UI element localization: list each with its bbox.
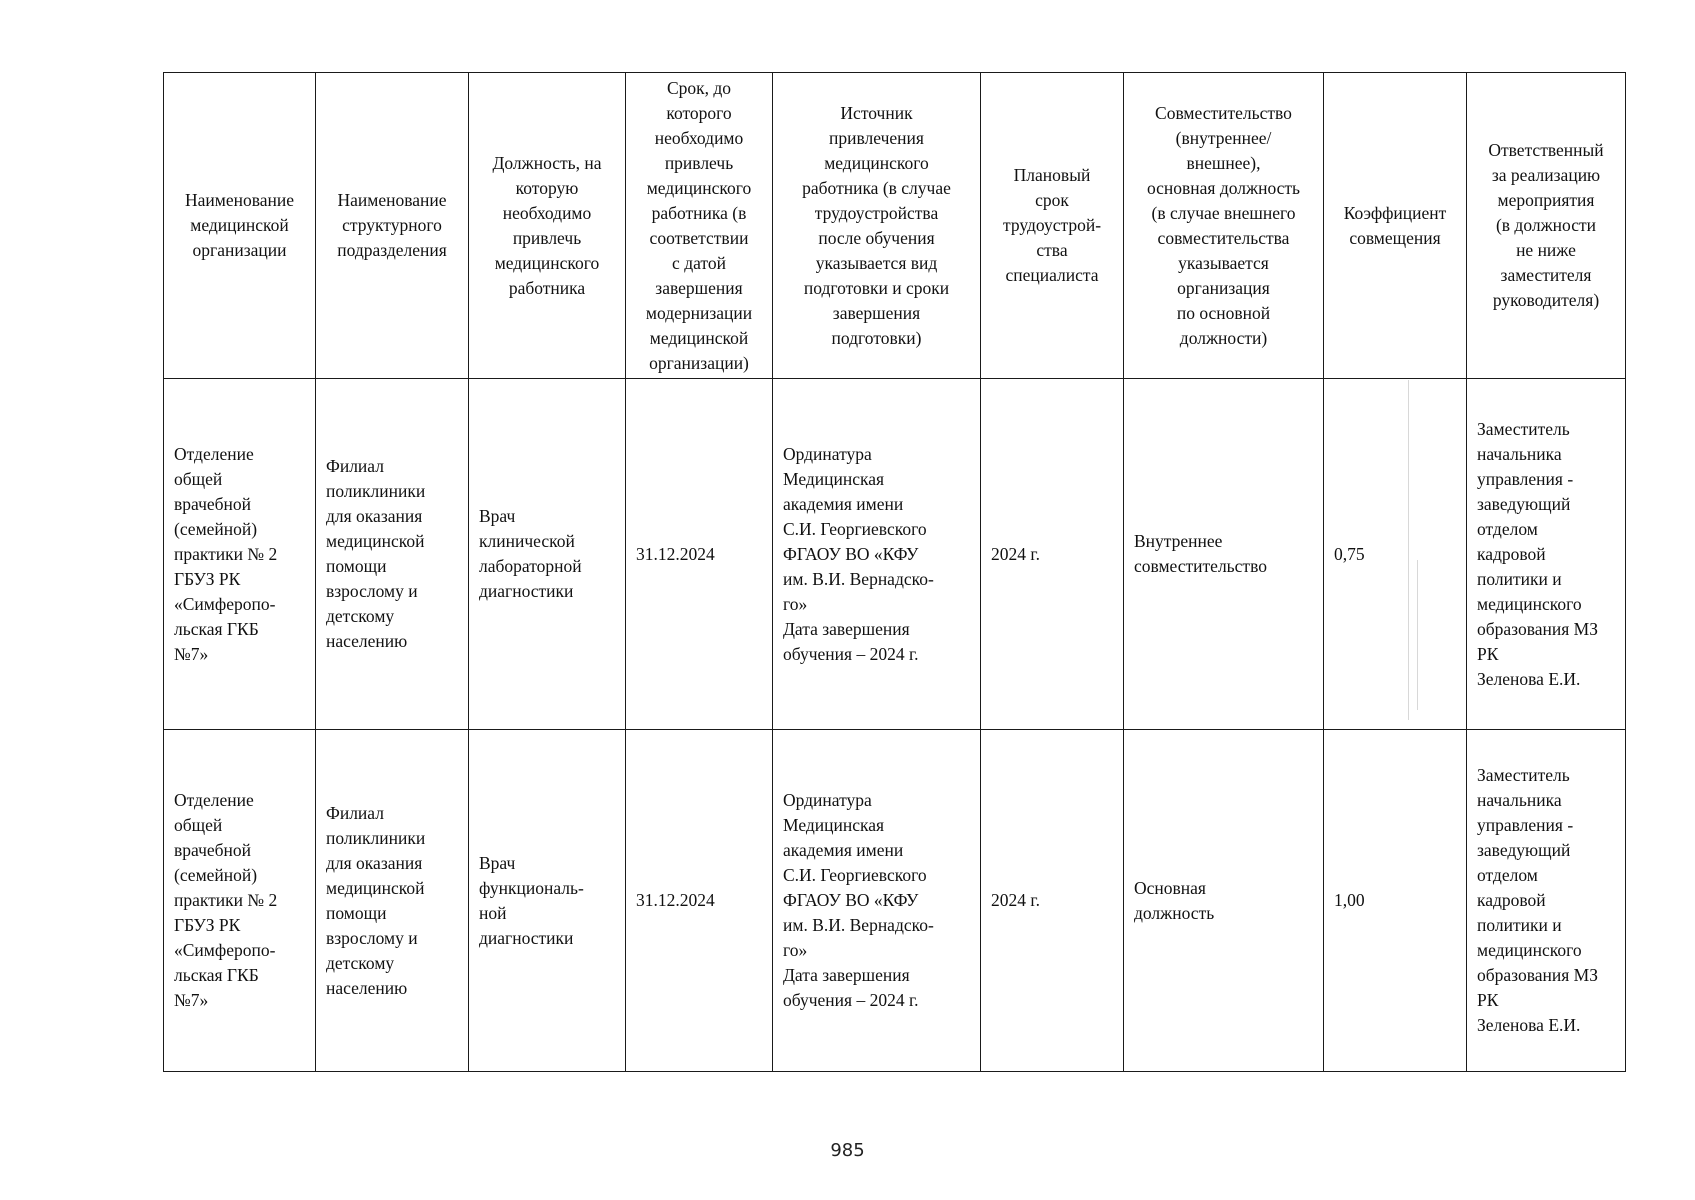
cell-planned-term: 2024 г.: [981, 730, 1124, 1072]
cell-source: Ординатура Медицинская академия имени С.И. Георгиевского ФГАОУ ВО «КФУ им. В.И. Вернадско- го» Дата завершения обучения – 2024 г.: [773, 730, 981, 1072]
page-number: 985: [830, 1140, 865, 1161]
header-coefficient: Коэффициент совмещения: [1324, 73, 1467, 379]
scan-artifact: [1417, 560, 1418, 710]
staffing-table: [163, 72, 1626, 1072]
cell-source: Ординатура Медицинская академия имени С.И. Георгиевского ФГАОУ ВО «КФУ им. В.И. Вернадско- го» Дата завершения обучения – 2024 г.: [773, 379, 981, 730]
table-header-row: [164, 73, 1626, 379]
cell-coefficient: 1,00: [1324, 730, 1467, 1072]
header-department: Наименование структурного подразделения: [316, 73, 469, 379]
cell-position: Врач функциональ- ной диагностики: [469, 730, 626, 1072]
scan-artifact: [1408, 380, 1409, 720]
header-source: Источник привлечения медицинского работника (в случае трудоустройства после обучения указывается вид подготовки и сроки завершения подготовки): [773, 73, 981, 379]
cell-planned-term: 2024 г.: [981, 379, 1124, 730]
table-row: [164, 379, 1626, 730]
header-combination: Совместительство (внутреннее/ внешнее), основная должность (в случае внешнего совместительства указывается организация по основной должности): [1124, 73, 1324, 379]
cell-department: Филиал поликлиники для оказания медицинской помощи взрослому и детскому населению: [316, 379, 469, 730]
table-row: [164, 730, 1626, 1072]
header-position: Должность, на которую необходимо привлечь медицинского работника: [469, 73, 626, 379]
cell-combination: Внутреннее совместительство: [1124, 379, 1324, 730]
cell-position: Врач клинической лабораторной диагностики: [469, 379, 626, 730]
cell-combination: Основная должность: [1124, 730, 1324, 1072]
header-organization: Наименование медицинской организации: [164, 73, 316, 379]
cell-responsible: Заместитель начальника управления - заведующий отделом кадровой политики и медицинского образования МЗ РК Зеленова Е.И.: [1467, 379, 1626, 730]
cell-department: Филиал поликлиники для оказания медицинской помощи взрослому и детскому населению: [316, 730, 469, 1072]
header-planned-term: Плановый срок трудоустрой- ства специалиста: [981, 73, 1124, 379]
cell-organization: Отделение общей врачебной (семейной) практики № 2 ГБУЗ РК «Симферопо- льская ГКБ №7»: [164, 379, 316, 730]
cell-deadline: 31.12.2024: [626, 730, 773, 1072]
cell-coefficient: 0,75: [1324, 379, 1467, 730]
cell-organization: Отделение общей врачебной (семейной) практики № 2 ГБУЗ РК «Симферопо- льская ГКБ №7»: [164, 730, 316, 1072]
cell-deadline: 31.12.2024: [626, 379, 773, 730]
header-responsible: Ответственный за реализацию мероприятия (в должности не ниже заместителя руководителя): [1467, 73, 1626, 379]
header-deadline: Срок, до которого необходимо привлечь медицинского работника (в соответствии с датой завершения модернизации медицинской организации): [626, 73, 773, 379]
cell-responsible: Заместитель начальника управления - заведующий отделом кадровой политики и медицинского образования МЗ РК Зеленова Е.И.: [1467, 730, 1626, 1072]
